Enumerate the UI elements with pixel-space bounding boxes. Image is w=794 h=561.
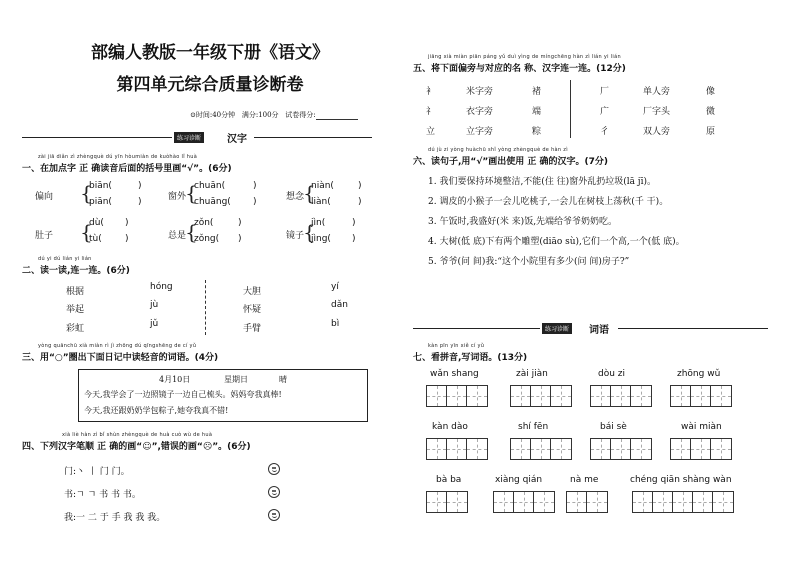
q1-word: 窗外	[168, 192, 187, 202]
q1-word: 肚子	[35, 231, 54, 241]
diary-day: 星期日	[224, 375, 248, 384]
answer-face-icon[interactable]	[268, 463, 280, 475]
q4-row: 门:丶 丨 门 门。	[64, 467, 130, 477]
time-info: ⊙时间:40分钟	[190, 111, 236, 119]
q1-pinyin: zài jiā diǎn zì zhèngquè dú yīn hòumiàn de kuòhào lǐ huà	[38, 154, 198, 160]
pinyin-prompt: kàn dào	[432, 422, 468, 432]
character[interactable]: 微	[706, 107, 716, 117]
character[interactable]: 端	[532, 107, 542, 117]
section-title: 词语	[589, 325, 609, 336]
q1-option-close: )	[253, 197, 257, 207]
writing-grid[interactable]	[670, 438, 732, 460]
q1-option[interactable]: jìng(	[311, 234, 331, 244]
q6-sentence[interactable]: 2. 调皮的小猴子一会儿吃桃子,一会儿在树枝上荡秋(千 干)。	[428, 197, 669, 207]
answer-face-icon[interactable]	[268, 509, 280, 521]
radical-name[interactable]: 双人旁	[643, 127, 671, 137]
divider	[22, 137, 172, 138]
pinyin-prompt: xiàng qián	[495, 475, 543, 485]
writing-grid[interactable]	[510, 438, 572, 460]
radical[interactable]: 彳	[600, 127, 610, 137]
section-title: 汉字	[227, 134, 247, 145]
q1-word: 想念	[286, 192, 305, 202]
score-info: 满分:100分	[241, 111, 279, 119]
q1-option-close: )	[125, 218, 129, 228]
q2-pinyin-option[interactable]: yí	[331, 282, 339, 292]
section-tag: 练习诊断	[542, 323, 572, 334]
section-ciyu-bar	[413, 324, 768, 334]
q4-text-c: ”。(6分)	[212, 442, 251, 452]
q1-option-close: )	[238, 218, 242, 228]
frown-icon: ☹	[202, 442, 213, 452]
q4-text	[22, 439, 251, 452]
pinyin-prompt: zài jiàn	[516, 369, 548, 379]
radical[interactable]: 广	[600, 107, 610, 117]
q4-text-a: 四、下列汉字笔顺 正 确的画“	[22, 442, 143, 452]
q2-word[interactable]: 大胆	[243, 287, 262, 297]
q6-sentence[interactable]: 3. 午饭时,我盛好(米 来)饭,先端给爷爷奶奶吃。	[428, 217, 618, 227]
section-hanzi-bar	[22, 133, 372, 143]
page-title: 部编人教版一年级下册《语文》	[91, 43, 329, 63]
diary-box	[78, 369, 368, 422]
q3-text: 三、用“○”圈出下面日记中读轻音的词语。(4分)	[22, 353, 219, 363]
q1-option[interactable]: biān(	[89, 181, 112, 191]
q2-pinyin-option[interactable]: jǔ	[150, 319, 159, 329]
divider	[254, 137, 372, 138]
q2-pinyin-option[interactable]: hóng	[150, 282, 173, 292]
radical-name[interactable]: 立字旁	[466, 127, 494, 137]
radical-name[interactable]: 衣字旁	[466, 107, 494, 117]
q2-pinyin-option[interactable]: dǎn	[331, 300, 348, 310]
radical[interactable]: 立	[426, 127, 436, 137]
brace: {	[303, 181, 316, 205]
radical-name[interactable]: 米字旁	[466, 87, 494, 97]
writing-grid[interactable]	[566, 491, 608, 513]
diary-line[interactable]: 今天,我还跟奶奶学包粽子,她夸我真不错!	[84, 406, 229, 415]
writing-grid[interactable]	[426, 385, 488, 407]
q1-option[interactable]: niàn(	[311, 181, 334, 191]
writing-grid[interactable]	[493, 491, 555, 513]
q1-option-close: )	[138, 197, 142, 207]
pinyin-prompt: wǎn shang	[430, 369, 479, 379]
pinyin-prompt: bà ba	[436, 475, 462, 485]
pinyin-prompt: nà me	[570, 475, 599, 485]
q2-pinyin: dú yi dú lián yi lián	[38, 256, 92, 262]
q2-word[interactable]: 彩虹	[66, 324, 85, 334]
brace: {	[185, 220, 198, 244]
q1-option-close: )	[358, 197, 362, 207]
q1-text: 一、在加点字 正 确读音后面的括号里画“√”。(6分)	[22, 164, 232, 174]
brace: {	[80, 181, 93, 205]
my-score-label: 试卷得分:	[285, 111, 316, 119]
pinyin-prompt: chéng qiān shàng wàn	[630, 475, 732, 485]
pinyin-prompt: zhōng wǔ	[677, 369, 721, 379]
divider	[413, 328, 540, 329]
q2-word[interactable]: 举起	[66, 305, 85, 315]
q2-word[interactable]: 怀疑	[243, 305, 262, 315]
q6-pinyin: dú jù zi yòng huàchū shǐ yòng zhèngquè de hàn zì	[428, 147, 568, 153]
q6-sentence[interactable]: 4. 大树(低 底)下有两个雕塑(diāo sù),它们一个高,一个(低 底)。	[428, 237, 685, 247]
writing-grid[interactable]	[426, 491, 468, 513]
q5-pinyin: jiāng xià miàn piān páng yǔ duì yìng de míngchēng hàn zì lián yi lián	[428, 54, 621, 60]
q4-row: 我:一 二 于 手 我 我 我。	[64, 513, 166, 523]
radical[interactable]: 厂	[600, 87, 610, 97]
q2-text: 二、读一读,连一连。(6分)	[22, 266, 130, 276]
q1-option[interactable]: zǒng(	[194, 234, 220, 244]
q1-option[interactable]: chuāng(	[194, 197, 231, 207]
q1-option-close: )	[253, 181, 257, 191]
radical[interactable]: 礻	[426, 107, 436, 117]
q2-word[interactable]: 根据	[66, 287, 85, 297]
pinyin-prompt: bái sè	[600, 422, 627, 432]
writing-grid[interactable]	[590, 438, 652, 460]
q1-option-close: )	[238, 234, 242, 244]
pinyin-prompt: dòu zi	[598, 369, 626, 379]
pinyin-prompt: shí fēn	[518, 422, 549, 432]
q6-sentence[interactable]: 5. 爷爷(问 间)我:“这个小院里有多少(问 间)房子?”	[428, 257, 630, 267]
radical[interactable]: 衤	[426, 87, 436, 97]
brace: {	[303, 220, 316, 244]
radical-name[interactable]: 单人旁	[643, 87, 671, 97]
q1-option[interactable]: jìn(	[311, 218, 326, 228]
my-score-blank[interactable]	[316, 119, 358, 120]
q3-pinyin: yòng quānchū xià miàn rì jì zhōng dú qīngshēng de cí yǔ	[38, 343, 197, 349]
character[interactable]: 像	[706, 87, 716, 97]
q7-text: 七、看拼音,写词语。(13分)	[413, 353, 528, 363]
character[interactable]: 粽	[532, 127, 542, 137]
divider	[618, 328, 768, 329]
diary-weather: 晴	[279, 375, 287, 384]
q1-word: 镜子	[286, 231, 305, 241]
q4-text-b: ”,错误的画“	[151, 442, 203, 452]
q1-option-close: )	[138, 181, 142, 191]
writing-grid[interactable]	[590, 385, 652, 407]
q1-option[interactable]: tù(	[89, 234, 102, 244]
column-divider	[205, 280, 206, 335]
q1-option[interactable]: dù(	[89, 218, 104, 228]
radical-name[interactable]: 厂字头	[643, 107, 671, 117]
q1-option[interactable]: zǒn(	[194, 218, 214, 228]
column-divider	[570, 80, 571, 138]
q2-word[interactable]: 手臂	[243, 324, 262, 334]
section-tag: 练习诊断	[174, 132, 204, 143]
answer-face-icon[interactable]	[268, 486, 280, 498]
brace: {	[185, 181, 198, 205]
q5-text: 五、将下面偏旁与对应的名 称、汉字连一连。(12分)	[413, 64, 626, 74]
page-subtitle: 第四单元综合质量诊断卷	[116, 75, 304, 95]
q1-option-close: )	[358, 181, 362, 191]
q4-pinyin: xià liè hàn zì bǐ shùn zhèngquè de huà cuò wù de huà	[62, 432, 213, 438]
q1-option[interactable]: chuān(	[194, 181, 226, 191]
diary-line[interactable]: 今天,我学会了一边照镜子一边自己梳头。妈妈夸我真棒!	[84, 390, 282, 399]
q7-pinyin: kàn pīn yīn xiě cí yǔ	[428, 343, 485, 349]
writing-grid[interactable]	[510, 385, 572, 407]
q2-pinyin-option[interactable]: jù	[150, 300, 159, 310]
q6-text: 六、读句子,用“√”画出使用 正 确的汉字。(7分)	[413, 157, 609, 167]
q1-option-close: )	[352, 234, 356, 244]
q1-option[interactable]: liàn(	[311, 197, 331, 207]
q1-option-close: )	[352, 218, 356, 228]
writing-grid[interactable]	[632, 491, 734, 513]
q4-row: 书:ㄱ ㄱ 书 书 书。	[64, 490, 141, 500]
character[interactable]: 褚	[532, 87, 542, 97]
diary-date: 4月10日	[159, 375, 191, 384]
pinyin-prompt: wài miàn	[681, 422, 722, 432]
brace: {	[80, 220, 93, 244]
q1-word: 总是	[168, 231, 187, 241]
q6-sentence[interactable]: 1. 我们要保持环境整洁,不能(住 往)窗外乱扔垃圾(lā jī)。	[428, 177, 656, 187]
character[interactable]: 原	[706, 127, 716, 137]
writing-grid[interactable]	[426, 438, 488, 460]
q2-pinyin-option[interactable]: bì	[331, 319, 340, 329]
q1-option[interactable]: piān(	[89, 197, 112, 207]
exam-info	[190, 110, 358, 120]
q1-word: 偏向	[35, 192, 54, 202]
q1-option-close: )	[125, 234, 129, 244]
writing-grid[interactable]	[670, 385, 732, 407]
smile-icon: ☺	[142, 442, 152, 452]
